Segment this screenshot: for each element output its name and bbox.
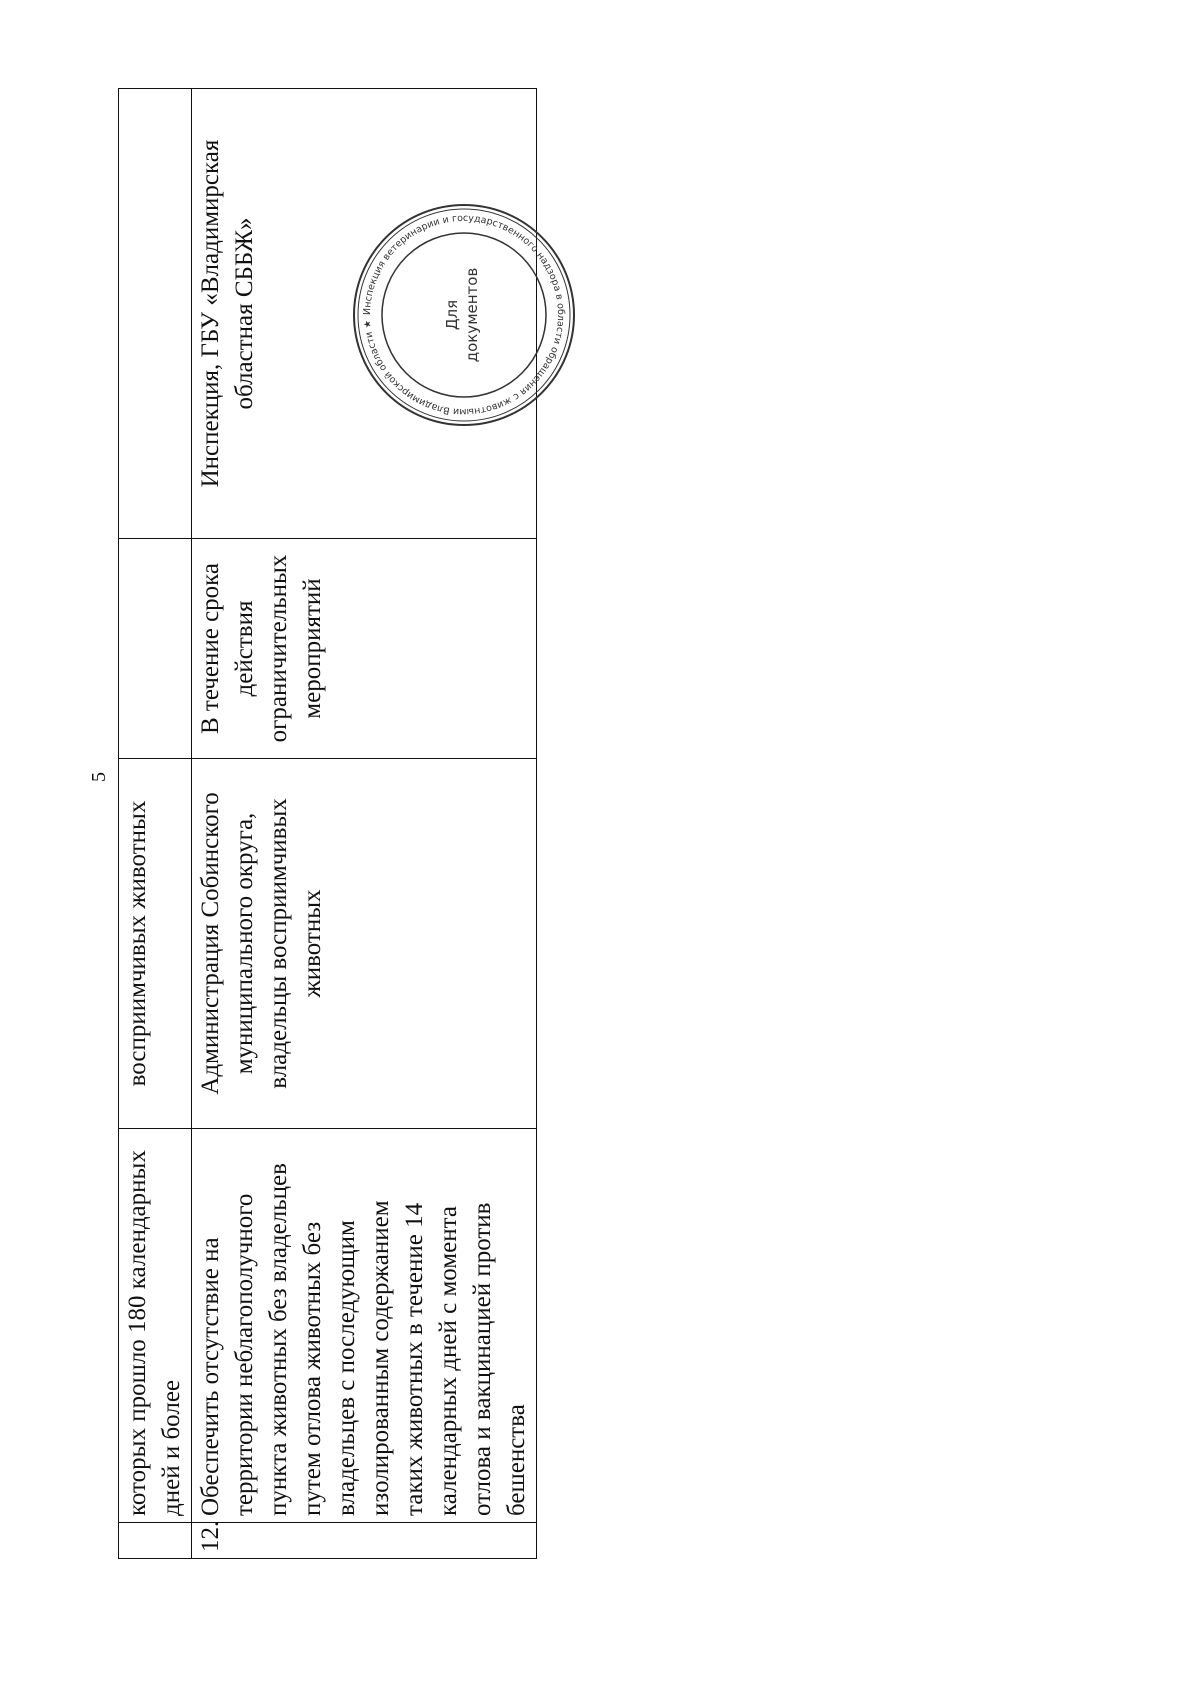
seal-center-line-1: Для bbox=[443, 299, 461, 331]
cell-term bbox=[119, 539, 192, 759]
page-number: 5 bbox=[88, 772, 110, 782]
cell-control: Инспекция, ГБУ «Владимирская областная СББЖ» bbox=[192, 89, 537, 539]
official-seal-stamp bbox=[349, 200, 579, 430]
seal-ring-text: Инспекция ветеринарии и государственного надзора в области обращения с животными Владимирской области ★ bbox=[361, 212, 567, 418]
cell-number: 12. bbox=[192, 1523, 537, 1559]
cell-responsible: Администрация Собинского муниципального округа, владельцы восприимчивых животных bbox=[192, 759, 537, 1129]
cell-action: Обеспечить отсутствие на территории неблагополучного пункта животных без владельцев путем отлова животных без владельцев с последующим изолированным содержанием таких животных в течение 14 календарных дней с момента отлова и вакцинацией против бешенства bbox=[192, 1129, 537, 1523]
cell-term: В течение срока действия ограничительных мероприятий bbox=[192, 539, 537, 759]
cell-responsible: восприимчивых животных bbox=[119, 759, 192, 1129]
cell-number bbox=[119, 1523, 192, 1559]
seal-center-line-2: документов bbox=[463, 267, 481, 363]
table-row bbox=[119, 89, 192, 1559]
cell-action: которых прошло 180 календарных дней и более bbox=[119, 1129, 192, 1523]
cell-control bbox=[119, 89, 192, 539]
